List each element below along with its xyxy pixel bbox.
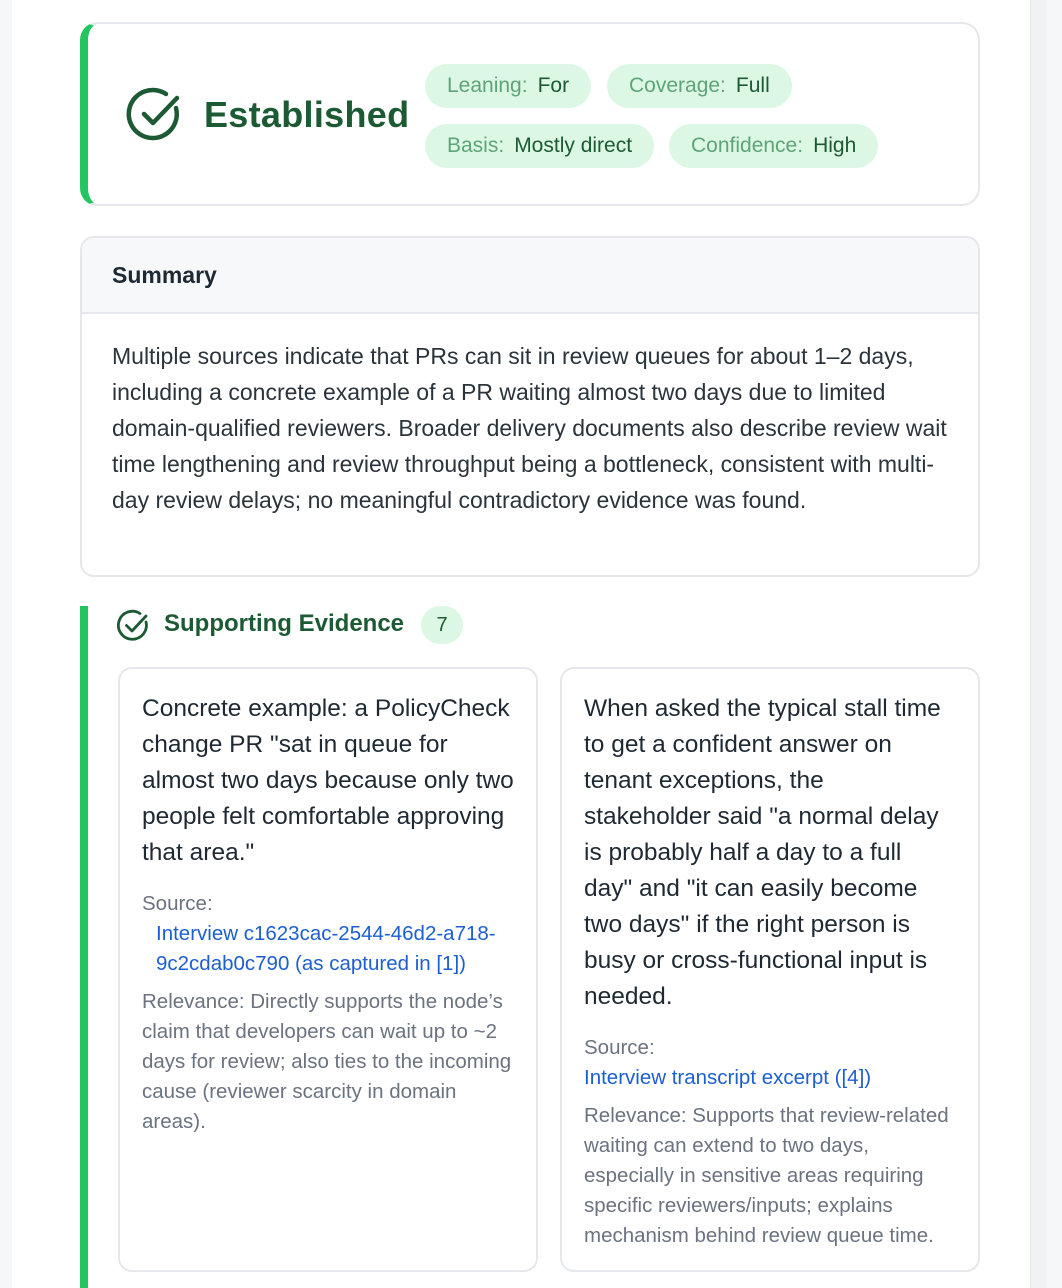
- scrollbar-track[interactable]: [1030, 0, 1046, 1288]
- relevance-text: Relevance: Supports that review-related waiting can extend to two days, especially in sensitive areas requiring specific reviewers/inputs; explains mechanism behind review queue time.: [584, 1104, 949, 1247]
- page: [12, 0, 1046, 1288]
- pill-key: Coverage:: [629, 74, 726, 97]
- summary-card: [80, 236, 980, 577]
- evidence-section-title: Supporting Evidence: [164, 610, 405, 637]
- evidence-card: [118, 667, 538, 1272]
- check-circle-icon: [116, 609, 150, 643]
- coverage-pill: [607, 64, 792, 108]
- source-link[interactable]: Interview c1623cac-2544-46d2-a718-9c2cdab0c790 (as captured in [1]): [156, 922, 496, 975]
- confidence-pill: [669, 124, 878, 168]
- source-label: Source:: [142, 892, 213, 915]
- evidence-quote: Concrete example: a PolicyCheck change PR "sat in queue for almost two days because only two people felt comfortable approving that area.": [142, 695, 514, 866]
- evidence-card: [560, 667, 980, 1272]
- basis-pill: [425, 124, 654, 168]
- pill-key: Basis:: [447, 134, 505, 157]
- pill-value: High: [813, 134, 857, 157]
- summary-text: Multiple sources indicate that PRs can sit in review queues for about 1–2 days, including a concrete example of a PR waiting almost two days due to limited domain-qualified reviewers. Broader delivery documents also describe review wait time lengthening and review throughput being a bottleneck, consistent with multi-day review delays; no meaningful contradictory evidence was found.: [112, 343, 947, 513]
- source-label: Source:: [584, 1036, 655, 1059]
- status-card: [80, 22, 980, 206]
- pill-value: Mostly direct: [514, 134, 633, 157]
- check-circle-icon: [126, 86, 184, 144]
- evidence-quote: When asked the typical stall time to get a confident answer on tenant exceptions, the stakeholder said "a normal delay is probably half a day to a full day" and "it can easily become two days" if the right person is busy or cross-functional input is needed.: [584, 695, 941, 1010]
- pill-key: Leaning:: [447, 74, 528, 97]
- evidence-count-badge: 7: [421, 606, 463, 644]
- pill-value: Full: [735, 74, 770, 97]
- relevance-text: Relevance: Directly supports the node’s claim that developers can wait up to ~2 days for review; also ties to the incoming cause (reviewer scarcity in domain areas).: [142, 990, 512, 1133]
- pill-value: For: [537, 74, 570, 97]
- status-title: Established: [204, 94, 410, 135]
- evidence-accent-bar: [80, 606, 88, 1288]
- summary-heading: Summary: [82, 238, 978, 314]
- source-link[interactable]: Interview transcript excerpt ([4]): [584, 1066, 872, 1089]
- pill-key: Confidence:: [691, 134, 804, 157]
- leaning-pill: [425, 64, 591, 108]
